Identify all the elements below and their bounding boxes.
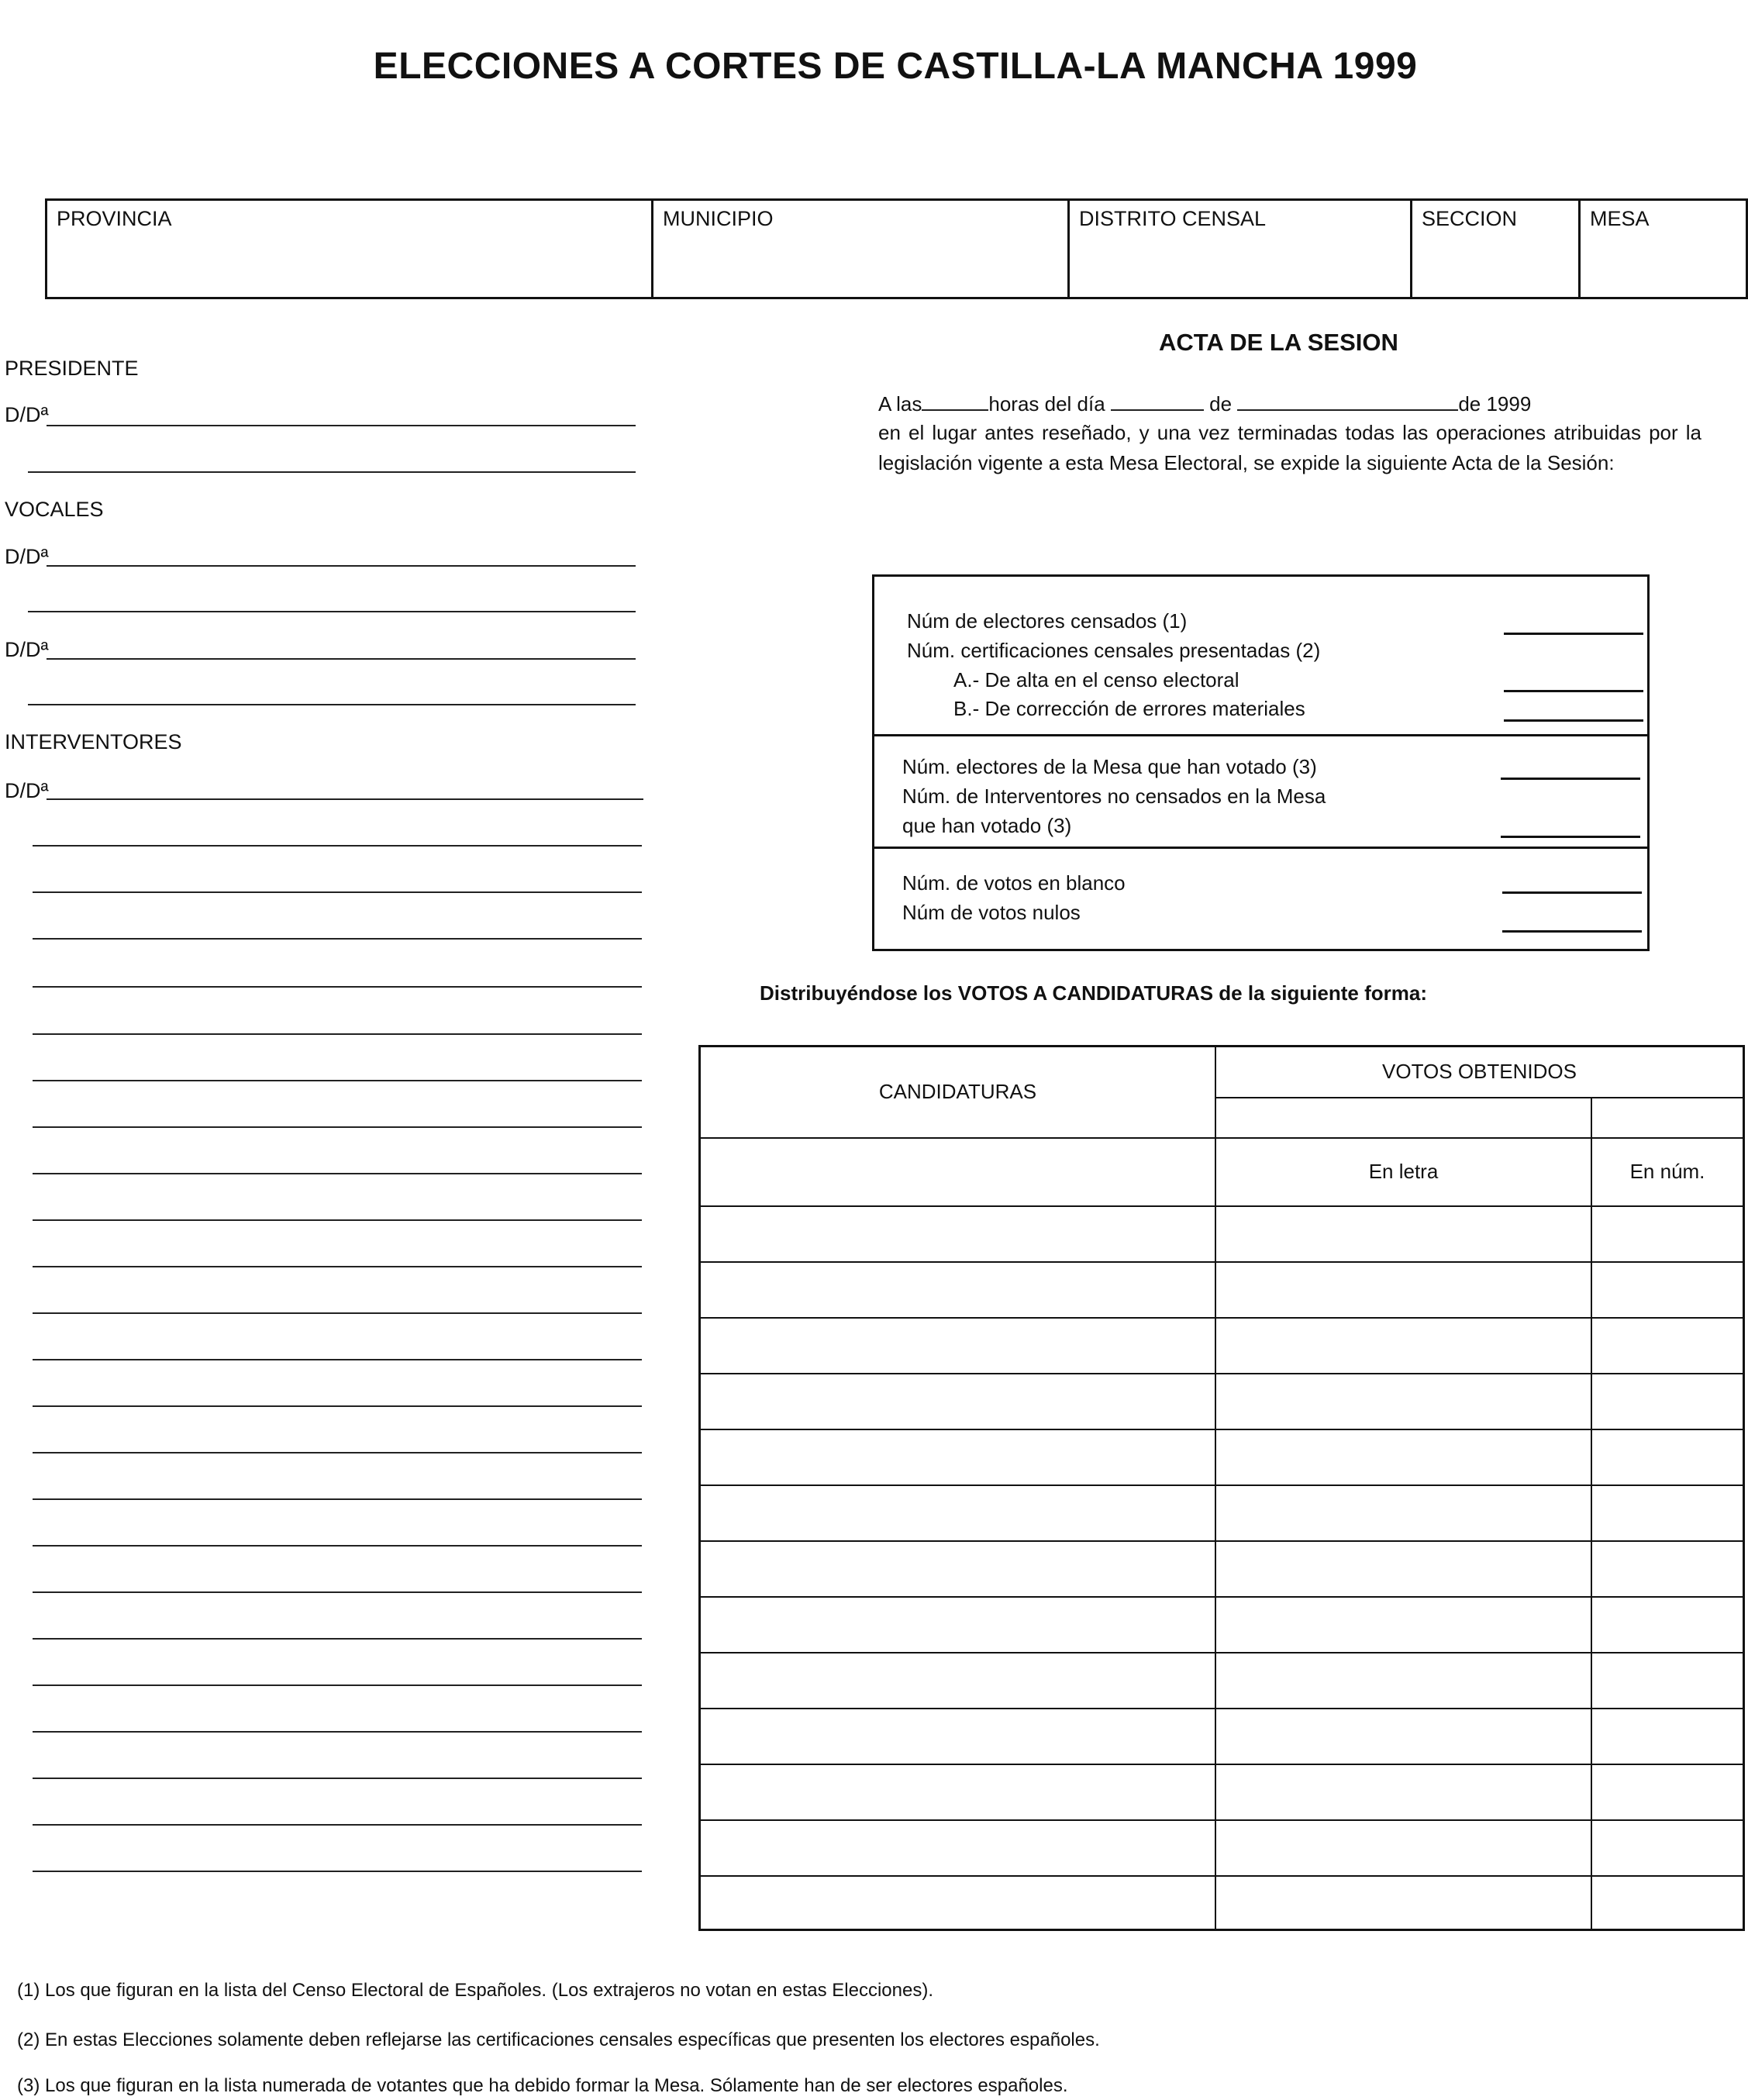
table-row <box>700 1820 1744 1876</box>
en-letra-header: En letra <box>1215 1138 1591 1206</box>
candidaturas-header: CANDIDATURAS <box>700 1047 1216 1138</box>
votos-letra-cell[interactable] <box>1215 1653 1591 1709</box>
correccion-errores-label: B.- De corrección de errores materiales <box>953 697 1305 720</box>
table-row <box>700 1876 1744 1930</box>
votos-nulos-label: Núm de votos nulos <box>902 901 1081 924</box>
candidatura-cell[interactable] <box>700 1820 1216 1876</box>
votos-subheader-letra <box>1215 1098 1591 1138</box>
votos-blanco-label: Núm. de votos en blanco <box>902 871 1126 895</box>
distrito-censal-label: DISTRITO CENSAL <box>1079 207 1267 230</box>
acta-text-a-las: A las <box>878 392 922 416</box>
acta-title: ACTA DE LA SESION <box>1159 329 1398 356</box>
table-row <box>700 1653 1744 1709</box>
interventor-line[interactable] <box>33 1871 642 1872</box>
acta-first-line <box>878 388 1701 419</box>
votos-letra-cell[interactable] <box>1215 1764 1591 1820</box>
candidatura-cell[interactable] <box>700 1262 1216 1318</box>
candidatura-cell[interactable] <box>700 1597 1216 1653</box>
vocal-2-dd-label: D/Dª <box>5 638 49 661</box>
votos-num-cell[interactable] <box>1591 1262 1744 1318</box>
day-blank[interactable] <box>1111 388 1204 411</box>
table-column-labels-row <box>700 1138 1744 1206</box>
vocal-1-name-line[interactable] <box>47 565 636 567</box>
votos-letra-cell[interactable] <box>1215 1318 1591 1374</box>
interventor-line[interactable] <box>33 1126 642 1128</box>
certificaciones-label: Núm. certificaciones censales presentadas (2) <box>907 639 1321 662</box>
distrito-censal-field[interactable] <box>1067 198 1412 299</box>
presidente-extra-line[interactable] <box>28 471 636 473</box>
votos-letra-cell[interactable] <box>1215 1541 1591 1597</box>
interventor-line[interactable] <box>33 1638 642 1640</box>
interventores-label: INTERVENTORES <box>5 730 182 753</box>
interventor-line[interactable] <box>33 1591 642 1593</box>
distribution-caption: Distribuyéndose los VOTOS A CANDIDATURAS de la siguiente forma: <box>760 981 1428 1005</box>
document-title: ELECCIONES A CORTES DE CASTILLA-LA MANCHA 1999 <box>373 46 1418 87</box>
votos-letra-cell[interactable] <box>1215 1262 1591 1318</box>
votos-num-cell[interactable] <box>1591 1206 1744 1262</box>
interventor-dd-label: D/Dª <box>5 779 49 802</box>
interventor-line[interactable] <box>33 845 642 847</box>
candidatura-label-cell <box>700 1138 1216 1206</box>
acta-text-horas: horas del día <box>988 392 1105 416</box>
votos-num-cell[interactable] <box>1591 1318 1744 1374</box>
votos-letra-cell[interactable] <box>1215 1206 1591 1262</box>
vocal-1-dd-label: D/Dª <box>5 545 49 568</box>
interventor-line[interactable] <box>33 1731 642 1733</box>
interventores-no-censados-label: Núm. de Interventores no censados en la Mesa <box>902 784 1326 808</box>
votos-obtenidos-header: VOTOS OBTENIDOS <box>1215 1047 1744 1098</box>
candidatura-cell[interactable] <box>700 1764 1216 1820</box>
interventor-line[interactable] <box>33 1545 642 1547</box>
votos-num-cell[interactable] <box>1591 1709 1744 1764</box>
interventor-line[interactable] <box>33 1312 642 1314</box>
month-blank[interactable] <box>1237 388 1458 411</box>
stats-divider-2 <box>872 847 1650 849</box>
interventor-line[interactable] <box>33 1824 642 1826</box>
table-row <box>700 1541 1744 1597</box>
vocal-2-name-line[interactable] <box>47 658 636 660</box>
table-row <box>700 1709 1744 1764</box>
interventor-line[interactable] <box>33 1266 642 1267</box>
interventor-line[interactable] <box>33 986 642 988</box>
table-row <box>700 1485 1744 1541</box>
candidatura-cell[interactable] <box>700 1318 1216 1374</box>
table-row <box>700 1374 1744 1429</box>
municipio-label: MUNICIPIO <box>663 207 774 230</box>
mesa-field[interactable] <box>1578 198 1748 299</box>
table-row <box>700 1764 1744 1820</box>
stats-divider-1 <box>872 734 1650 736</box>
votos-num-cell[interactable] <box>1591 1429 1744 1485</box>
interventor-line[interactable] <box>33 1359 642 1360</box>
interventor-line[interactable] <box>33 1033 642 1035</box>
acta-text-de: de <box>1209 392 1233 416</box>
votos-num-cell[interactable] <box>1591 1876 1744 1930</box>
interventor-line[interactable] <box>33 1080 642 1081</box>
table-row <box>700 1318 1744 1374</box>
interventores-votado-blank[interactable] <box>1501 836 1640 838</box>
votos-letra-cell[interactable] <box>1215 1485 1591 1541</box>
votos-num-cell[interactable] <box>1591 1820 1744 1876</box>
votos-num-cell[interactable] <box>1591 1597 1744 1653</box>
votos-letra-cell[interactable] <box>1215 1374 1591 1429</box>
votos-letra-cell[interactable] <box>1215 1876 1591 1930</box>
table-row <box>700 1262 1744 1318</box>
candidatura-cell[interactable] <box>700 1876 1216 1930</box>
votos-letra-cell[interactable] <box>1215 1709 1591 1764</box>
electores-censados-label: Núm de electores censados (1) <box>907 609 1188 633</box>
interventor-line[interactable] <box>33 1498 642 1500</box>
acta-text-year: de 1999 <box>1458 392 1532 416</box>
vocales-label: VOCALES <box>5 498 104 521</box>
stats-box <box>872 574 1650 951</box>
votos-num-cell[interactable] <box>1591 1653 1744 1709</box>
table-row <box>700 1597 1744 1653</box>
candidatura-cell[interactable] <box>700 1709 1216 1764</box>
footnote-3: (3) Los que figuran en la lista numerada de votantes que ha debido formar la Mesa. Sólamente han de ser electores españoles. <box>17 2075 1068 2096</box>
vocal-1-extra-line[interactable] <box>28 611 636 612</box>
table-header-row <box>700 1047 1744 1098</box>
votos-nulos-blank[interactable] <box>1502 930 1642 933</box>
interventor-line[interactable] <box>33 891 642 893</box>
votos-letra-cell[interactable] <box>1215 1597 1591 1653</box>
interventor-name-line[interactable] <box>47 798 643 800</box>
interventor-line[interactable] <box>33 1452 642 1453</box>
candidatura-cell[interactable] <box>700 1653 1216 1709</box>
votos-letra-cell[interactable] <box>1215 1820 1591 1876</box>
presidente-label: PRESIDENTE <box>5 357 139 380</box>
vocal-2-extra-line[interactable] <box>28 704 636 705</box>
presidente-dd-label: D/Dª <box>5 403 49 426</box>
en-num-header: En núm. <box>1591 1138 1744 1206</box>
electores-votado-blank[interactable] <box>1501 778 1640 780</box>
candidatura-cell[interactable] <box>700 1541 1216 1597</box>
electores-censados-blank[interactable] <box>1504 633 1643 635</box>
mesa-label: MESA <box>1590 207 1650 230</box>
candidatura-cell[interactable] <box>700 1485 1216 1541</box>
footnote-2: (2) En estas Elecciones solamente deben reflejarse las certificaciones censales específicas que presenten los electores españoles. <box>17 2029 1100 2050</box>
candidatura-cell[interactable] <box>700 1374 1216 1429</box>
interventor-line[interactable] <box>33 1778 642 1779</box>
interventor-line[interactable] <box>33 1405 642 1407</box>
votos-blanco-blank[interactable] <box>1502 891 1642 894</box>
provincia-label: PROVINCIA <box>57 207 172 230</box>
table-row <box>700 1206 1744 1262</box>
votos-num-cell[interactable] <box>1591 1374 1744 1429</box>
provincia-field[interactable] <box>45 198 653 299</box>
votos-num-cell[interactable] <box>1591 1485 1744 1541</box>
interventor-line[interactable] <box>33 938 642 940</box>
candidatura-cell[interactable] <box>700 1206 1216 1262</box>
alta-censo-label: A.- De alta en el censo electoral <box>953 668 1239 691</box>
interventor-line[interactable] <box>33 1219 642 1221</box>
interventor-line[interactable] <box>33 1173 642 1174</box>
municipio-field[interactable] <box>651 198 1070 299</box>
votos-num-cell[interactable] <box>1591 1541 1744 1597</box>
seccion-field[interactable] <box>1410 198 1581 299</box>
interventores-votado-label: que han votado (3) <box>902 814 1072 837</box>
presidente-name-line[interactable] <box>47 425 636 426</box>
electores-votado-label: Núm. electores de la Mesa que han votado (3) <box>902 755 1317 778</box>
votos-num-cell[interactable] <box>1591 1764 1744 1820</box>
seccion-label: SECCION <box>1422 207 1518 230</box>
candidaturas-table <box>698 1045 1745 1931</box>
interventor-line[interactable] <box>33 1684 642 1686</box>
votos-subheader-num <box>1591 1098 1744 1138</box>
footnote-1: (1) Los que figuran en la lista del Censo Electoral de Españoles. (Los extrajeros no votan en estas Elecciones). <box>17 1980 933 2001</box>
hours-blank[interactable] <box>922 388 988 411</box>
votos-letra-cell[interactable] <box>1215 1429 1591 1485</box>
correccion-errores-blank[interactable] <box>1504 719 1643 722</box>
candidatura-cell[interactable] <box>700 1429 1216 1485</box>
table-row <box>700 1429 1744 1485</box>
acta-body: en el lugar antes reseñado, y una vez terminadas todas las operaciones atribuidas por la legislación vigente a esta Mesa Electoral, se expide la siguiente Acta de la Sesión: <box>878 421 1701 474</box>
alta-censo-blank[interactable] <box>1504 690 1643 692</box>
